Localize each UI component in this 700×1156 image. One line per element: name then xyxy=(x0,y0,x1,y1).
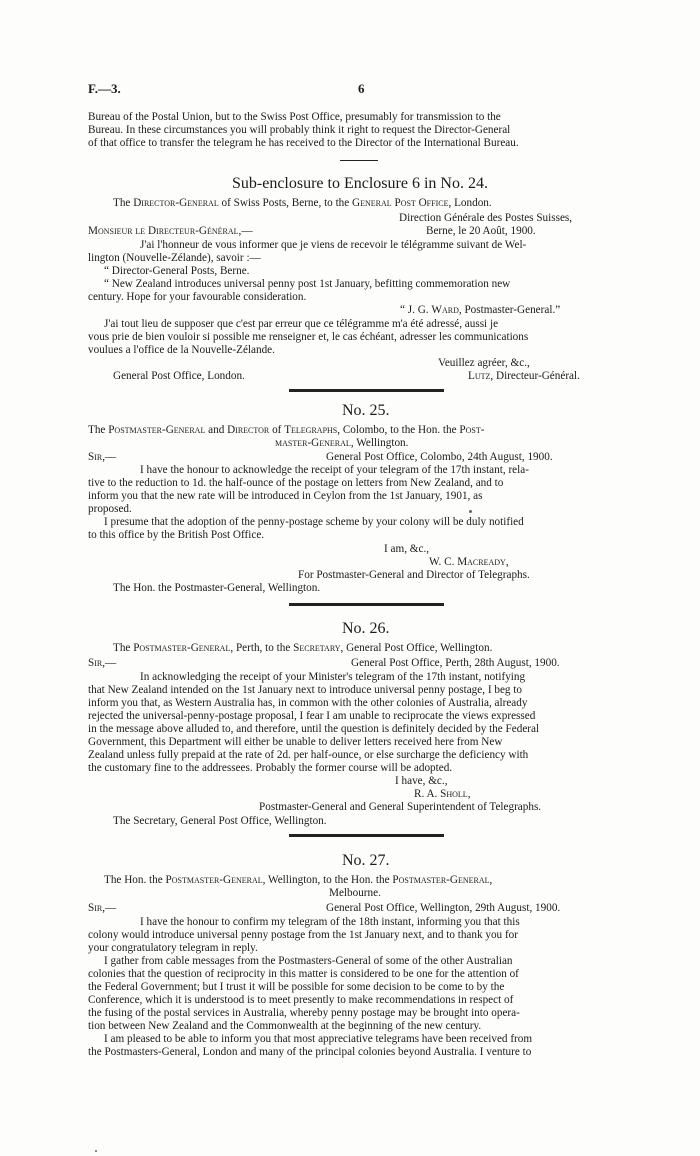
letter-line: “ Director-General Posts, Berne. xyxy=(104,265,250,277)
letter-line: vous prie de bien vouloir si possible me renseigner et, le cas échéant, adresser les communications xyxy=(88,331,529,343)
intro-line: of that office to transfer the telegram he has received to the Director of the International Bureau. xyxy=(88,137,519,149)
letter-line: J'ai tout lieu de supposer que c'est par erreur que ce télégramme m'a été adressé, aussi je xyxy=(104,318,499,330)
signature-title: Postmaster-General and General Superintendent of Telegraphs. xyxy=(259,801,542,813)
letter-line: proposed. xyxy=(88,503,132,515)
letter-origin: Direction Générale des Postes Suisses, xyxy=(399,212,573,224)
letter-recipient: General Post Office, London. xyxy=(113,370,245,382)
letter-line: inform you that the new rate will be introduced in Ceylon from the 1st January, 1901, as xyxy=(88,490,483,502)
letter-salutation: Sir,— xyxy=(88,451,117,463)
letter-line: tion between New Zealand and the Commonwealth at the beginning of the new century. xyxy=(88,1020,482,1032)
letter-line: I have the honour to acknowledge the receipt of your telegram of the 17th instant, rela- xyxy=(140,464,529,476)
letter-address: The Postmaster-General, Perth, to the Secretary, General Post Office, Wellington. xyxy=(113,642,493,654)
letter-salutation: Sir,— xyxy=(88,657,117,669)
letter-line: J'ai l'honneur de vous informer que je viens de recevoir le télégramme suivant de Wel- xyxy=(140,239,527,251)
letter-closing: I am, &c., xyxy=(384,543,430,555)
letter-address-cont: master-General, Wellington. xyxy=(275,437,409,449)
letter-line: the customary fine to the addressees. Probably the former course will be adopted. xyxy=(88,762,453,774)
letter-line: the fusing of the postal services in Australia, whereby penny postage may be brought into opera- xyxy=(88,1007,520,1019)
letter-signature: Lutz, Directeur-Général. xyxy=(468,370,580,382)
letter-recipient: The Secretary, General Post Office, Wellington. xyxy=(113,815,327,827)
letter-number-heading: No. 25. xyxy=(342,402,390,419)
letter-line: voulues a l'office de la Nouvelle-Zélande. xyxy=(88,344,275,356)
letter-line: Government, this Department will either be unable to deliver letters received here from New xyxy=(88,736,503,748)
letter-line: In acknowledging the receipt of your Minister's telegram of the 17th instant, notifying xyxy=(140,671,526,683)
letter-closing: Veuillez agréer, &c., xyxy=(438,357,530,369)
letter-line: in the message above alluded to, and therefore, until the question is definitely decided by the Federal xyxy=(88,723,540,735)
letter-recipient: The Hon. the Postmaster-General, Wellington. xyxy=(113,582,321,594)
letter-line: I gather from cable messages from the Postmasters-General of some of the other Australian xyxy=(104,955,513,967)
letter-line: the Federal Government; but I trust it will be possible for some decision to be come to by the xyxy=(88,981,505,993)
letter-line: century. Hope for your favourable consideration. xyxy=(88,291,307,303)
letter-line: colony would introduce universal penny postage from the 1st January next, and to thank you for xyxy=(88,929,518,941)
ink-speck xyxy=(469,510,472,513)
letter-signature: R. A. Sholl, xyxy=(414,788,471,800)
sub-enclosure-address: The Director-General of Swiss Posts, Berne, to the General Post Office, London. xyxy=(113,197,492,209)
section-divider xyxy=(289,603,444,606)
letter-salutation: Sir,— xyxy=(88,902,117,914)
letter-date: General Post Office, Colombo, 24th August, 1900. xyxy=(326,451,553,463)
letter-closing: I have, &c., xyxy=(395,775,448,787)
letter-line: that New Zealand intended on the 1st January next to introduce universal penny postage, I beg to xyxy=(88,684,523,696)
letter-line: rejected the universal-penny-postage proposal, I fear I am unable to reciprocate the views expressed xyxy=(88,710,536,722)
letter-address-cont: Melbourne. xyxy=(329,887,381,899)
signature-title: For Postmaster-General and Director of Telegraphs. xyxy=(298,569,530,581)
letter-line: I am pleased to be able to inform you that most appreciative telegrams have been received from xyxy=(104,1033,533,1045)
letter-line: inform you that, as Western Australia has, in common with the other colonies of Australia, already xyxy=(88,697,528,709)
letter-number-heading: No. 27. xyxy=(342,852,390,869)
letter-salutation: Monsieur le Directeur-Général,— xyxy=(88,225,253,237)
letter-line: I have the honour to confirm my telegram of the 18th instant, informing you that this xyxy=(140,916,520,928)
letter-address: The Postmaster-General and Director of Telegraphs, Colombo, to the Hon. the Post- xyxy=(88,424,485,436)
section-divider-short xyxy=(340,160,378,161)
telegram-signature: “ J. G. Ward, Postmaster-General.” xyxy=(400,304,561,316)
letter-address: The Hon. the Postmaster-General, Wellington, to the Hon. the Postmaster-General, xyxy=(104,874,493,886)
page-number: 6 xyxy=(358,81,365,96)
section-divider xyxy=(289,389,444,392)
letter-line: your congratulatory telegram in reply. xyxy=(88,942,258,954)
letter-line: lington (Nouvelle-Zélande), savoir :— xyxy=(88,252,261,264)
letter-line: I presume that the adoption of the penny-postage scheme by your colony will be duly notified xyxy=(104,516,524,528)
letter-signature: W. C. Macready, xyxy=(429,556,509,568)
letter-line: Zealand unless fully prepaid at the rate of 2d. per half-ounce, or else surcharge the deficiency with xyxy=(88,749,529,761)
letter-date: General Post Office, Wellington, 29th August, 1900. xyxy=(326,902,561,914)
letter-line: “ New Zealand introduces universal penny post 1st January, befitting commemoration new xyxy=(104,278,511,290)
letter-date: General Post Office, Perth, 28th August, 1900. xyxy=(351,657,560,669)
ink-speck xyxy=(95,1150,97,1152)
letter-date: Berne, le 20 Août, 1900. xyxy=(426,225,536,237)
page-reference: F.—3. xyxy=(88,81,121,96)
letter-line: tive to the reduction to 1d. the half-ounce of the postage on letters from New Zealand, and to xyxy=(88,477,504,489)
letter-line: colonies that the question of reciprocity in this matter is considered to be one for the attention of xyxy=(88,968,519,980)
letter-line: the Postmasters-General, London and many of the principal colonies beyond Australia. I venture to xyxy=(88,1046,532,1058)
letter-number-heading: No. 26. xyxy=(342,620,390,637)
letter-line: to this office by the British Post Office. xyxy=(88,529,265,541)
letter-line: Conference, which it is understood is to meet presently to make recommendations in respect of xyxy=(88,994,514,1006)
intro-line: Bureau of the Postal Union, but to the Swiss Post Office, presumably for transmission to the xyxy=(88,111,501,123)
sub-enclosure-heading: Sub-enclosure to Enclosure 6 in No. 24. xyxy=(232,175,488,192)
section-divider xyxy=(289,834,444,837)
intro-line: Bureau. In these circumstances you will probably think it right to request the Director-General xyxy=(88,124,511,136)
